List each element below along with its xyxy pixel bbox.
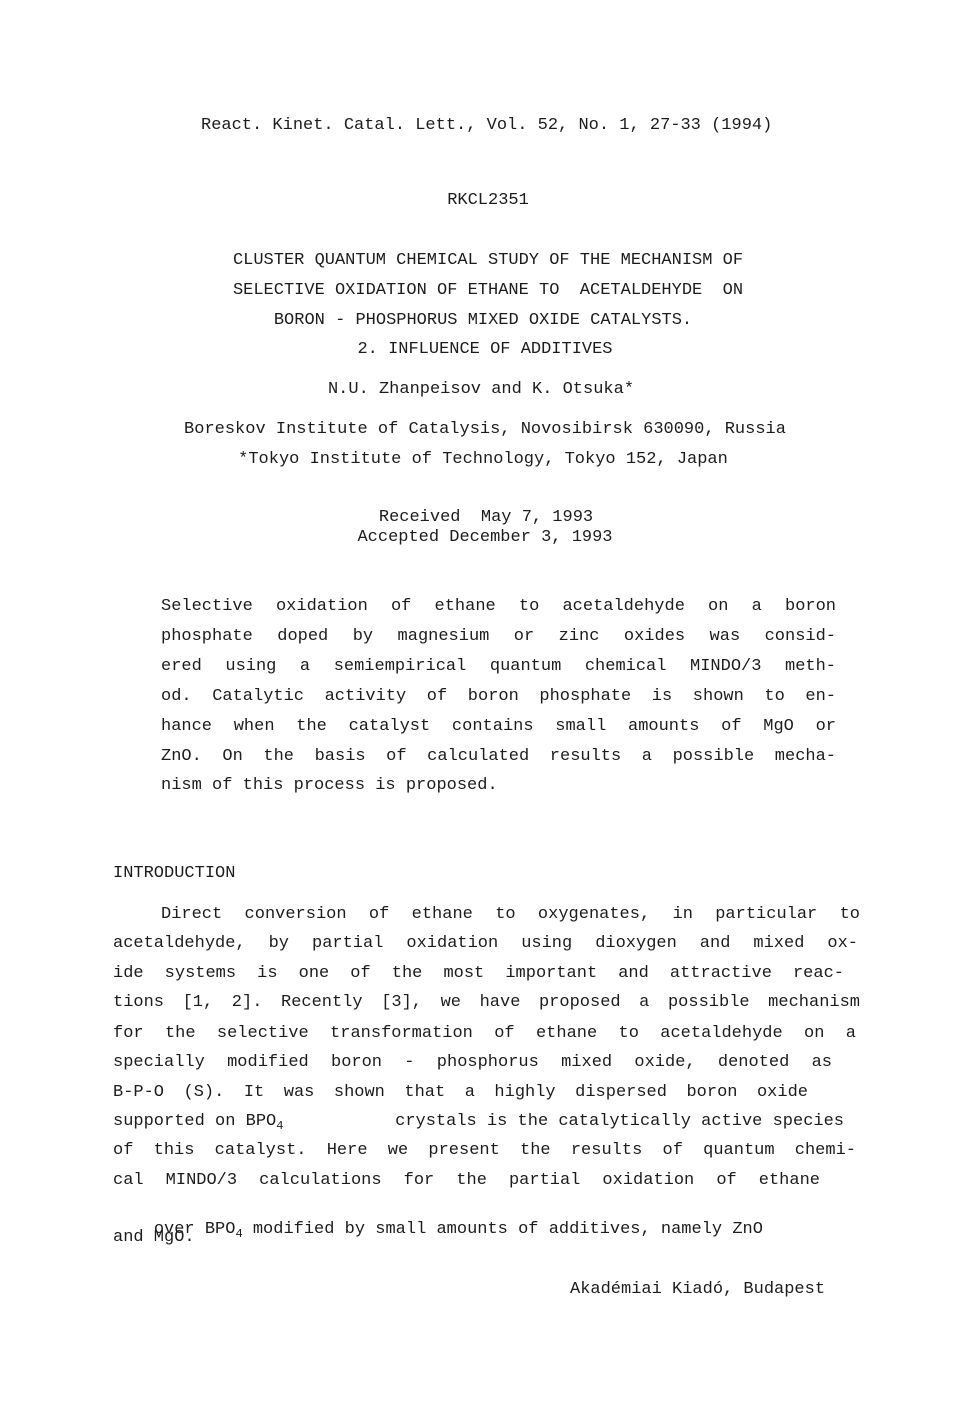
affiliation-1: Boreskov Institute of Catalysis, Novosibirsk 630090, Russia	[184, 420, 786, 439]
title-line-1: CLUSTER QUANTUM CHEMICAL STUDY OF THE MECHANISM OF	[232, 251, 744, 270]
received-date: Received May 7, 1993	[378, 508, 594, 527]
abstract-line: ZnO. On the basis of calculated results a possible mecha-	[161, 747, 836, 766]
article-code: RKCL2351	[447, 191, 529, 210]
body-line: and MgO.	[113, 1228, 195, 1247]
subscript: 4	[276, 1119, 284, 1133]
body-line: cal MINDO/3 calculations for the partial oxidation of ethane	[113, 1171, 820, 1190]
abstract-line: hance when the catalyst contains small amounts of MgO or	[161, 717, 836, 736]
subscript: 4	[235, 1227, 243, 1241]
abstract-line: nism of this process is proposed.	[161, 776, 498, 795]
accepted-date: Accepted December 3, 1993	[357, 528, 613, 547]
authors: N.U. Zhanpeisov and K. Otsuka*	[327, 380, 635, 399]
body-line	[113, 1112, 844, 1132]
body-line: of this catalyst. Here we present the results of quantum chemi-	[113, 1141, 856, 1160]
body-text: modified by small amounts of additives, namely ZnO	[242, 1220, 763, 1239]
abstract-line: phosphate doped by magnesium or zinc oxides was consid-	[161, 627, 836, 646]
body-line: tions [1, 2]. Recently [3], we have proposed a possible mechanism	[113, 993, 860, 1012]
title-line-2: SELECTIVE OXIDATION OF ETHANE TO ACETALDEHYDE ON	[232, 281, 744, 300]
abstract-line: Selective oxidation of ethane to acetaldehyde on a boron	[161, 597, 836, 616]
body-line: B-P-O (S). It was shown that a highly dispersed boron oxide	[113, 1083, 808, 1102]
abstract-line: ered using a semiempirical quantum chemical MINDO/3 meth-	[161, 657, 836, 676]
title-line-3: BORON - PHOSPHORUS MIXED OXIDE CATALYSTS.	[273, 311, 693, 330]
journal-citation: React. Kinet. Catal. Lett., Vol. 52, No. 1, 27-33 (1994)	[201, 116, 773, 135]
title-line-4: 2. INFLUENCE OF ADDITIVES	[357, 340, 613, 359]
abstract-line: od. Catalytic activity of boron phosphate is shown to en-	[161, 687, 836, 706]
body-line: Direct conversion of ethane to oxygenates, in particular to	[161, 905, 860, 924]
section-heading: INTRODUCTION	[113, 864, 236, 883]
body-line: for the selective transformation of ethane to acetaldehyde on a	[113, 1024, 856, 1043]
body-text: supported on $BPO_4$	[113, 1112, 284, 1133]
body-line	[113, 1200, 763, 1260]
publisher-footer: Akadémiai Kiadó, Budapest	[570, 1280, 826, 1299]
affiliation-2: *Tokyo Institute of Technology, Tokyo 152, Japan	[238, 450, 728, 469]
body-text: crystals is the catalytically active species	[384, 1112, 844, 1131]
body-line: ide systems is one of the most important and attractive reac-	[113, 964, 844, 983]
body-line: acetaldehyde, by partial oxidation using dioxygen and mixed ox-	[113, 934, 858, 953]
body-line: specially modified boron - phosphorus mixed oxide, denoted as	[113, 1053, 832, 1072]
body-text: over BPO	[153, 1220, 236, 1239]
